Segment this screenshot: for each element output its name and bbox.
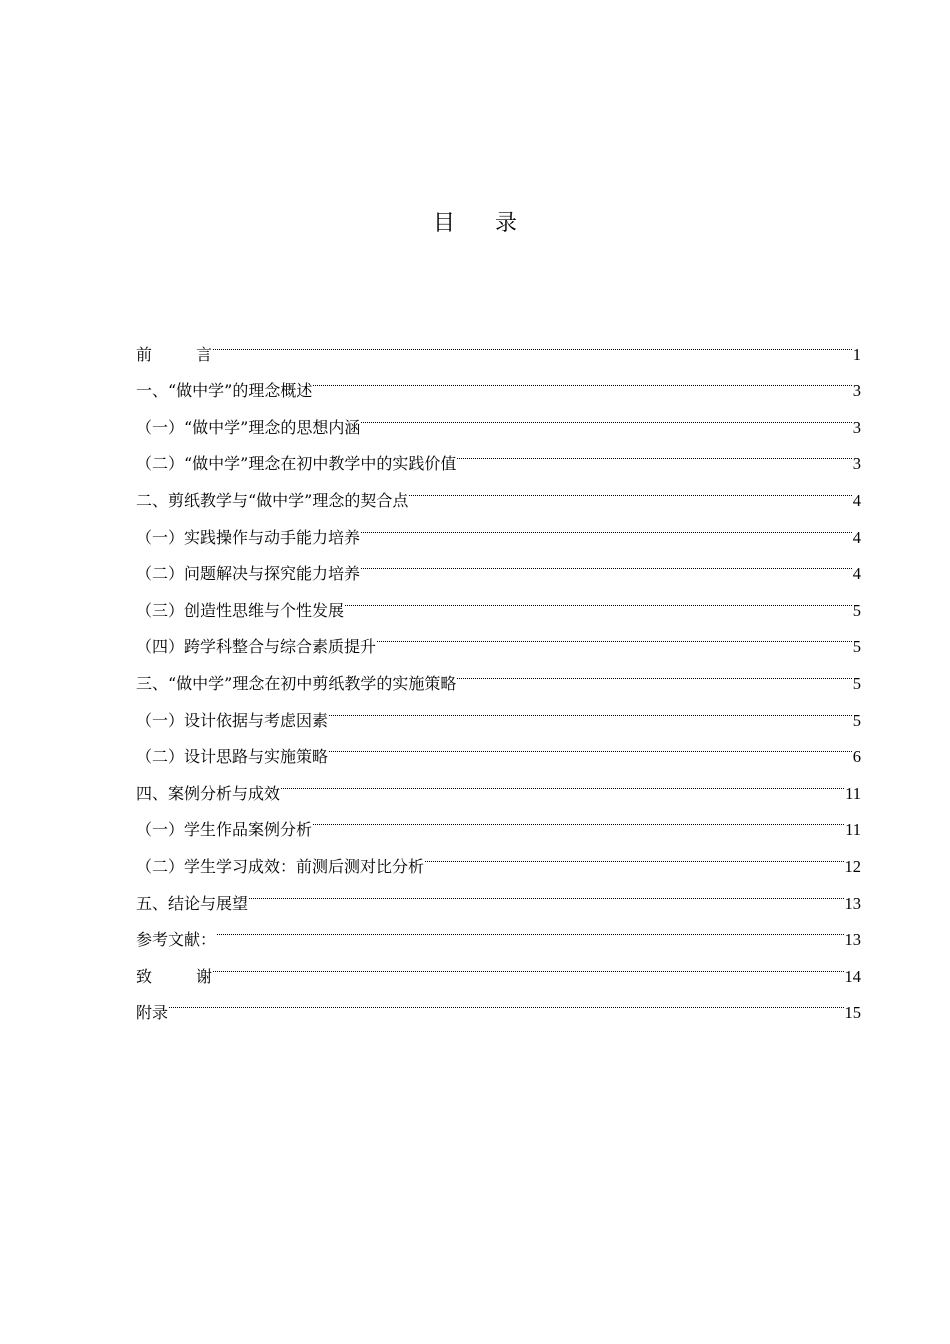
toc-entry-label: 四、案例分析与成效 xyxy=(136,783,281,803)
toc-entry-label: 附录 xyxy=(136,1003,169,1023)
dot-leader xyxy=(169,982,843,1019)
toc-entry-page: 5 xyxy=(852,710,861,730)
toc-entry[interactable] xyxy=(136,909,861,950)
dot-leader xyxy=(457,652,851,689)
toc-entry-label: 五、结论与展望 xyxy=(136,893,249,913)
dot-leader xyxy=(249,872,843,909)
dot-leader xyxy=(329,689,852,726)
toc-entry-page: 1 xyxy=(852,344,861,364)
toc-entry-label: 前 言 xyxy=(136,344,212,364)
dot-leader xyxy=(313,799,844,836)
dot-leader xyxy=(345,579,852,616)
toc-entry-page: 15 xyxy=(844,1003,861,1023)
toc-title-right: 录 xyxy=(495,211,518,236)
toc-entry-label: （四）跨学科整合与综合素质提升 xyxy=(136,637,377,657)
toc-entry-page: 11 xyxy=(845,820,861,840)
toc-entry-page: 11 xyxy=(845,783,861,803)
toc-entry-label: 二、剪纸教学与“做中学”理念的契合点 xyxy=(136,490,409,510)
toc-entry-label: （二）设计思路与实施策略 xyxy=(136,747,329,767)
toc-entry-preface[interactable] xyxy=(136,323,861,364)
toc-entry-page: 5 xyxy=(852,637,861,657)
toc-entry-page: 4 xyxy=(852,564,861,584)
toc-entry-label: （三）创造性思维与个性发展 xyxy=(136,600,345,620)
dot-leader xyxy=(409,469,851,506)
toc-entry-label: （一）设计依据与考虑因素 xyxy=(136,710,329,730)
toc-entry-page: 6 xyxy=(852,747,861,767)
toc-entry-page: 13 xyxy=(844,930,861,950)
dot-leader xyxy=(361,543,852,580)
toc-entry-label: （二）“做中学”理念在初中教学中的实践价值 xyxy=(136,454,457,474)
toc-entry-page: 4 xyxy=(852,490,861,510)
dot-leader xyxy=(361,506,852,543)
toc-entry-label: 致 谢 xyxy=(136,966,212,986)
dot-leader xyxy=(329,726,852,763)
dot-leader xyxy=(313,360,851,397)
toc-entry-page: 3 xyxy=(852,454,861,474)
dot-leader xyxy=(425,835,843,872)
dot-leader xyxy=(361,396,851,433)
toc-entry-page: 4 xyxy=(852,527,861,547)
toc-entry-label: 三、“做中学”理念在初中剪纸教学的实施策略 xyxy=(136,673,457,693)
dot-leader xyxy=(213,323,852,360)
toc-title-left: 目 xyxy=(432,211,455,236)
toc-entry-label: （二）学生学习成效：前测后测对比分析 xyxy=(136,856,425,876)
dot-leader xyxy=(217,909,843,946)
toc-entry-page: 3 xyxy=(852,381,861,401)
dot-leader xyxy=(377,616,852,653)
toc-entry-label: （一）“做中学”理念的思想内涵 xyxy=(136,417,361,437)
toc-entry[interactable] xyxy=(136,360,861,401)
toc-entry-page: 5 xyxy=(852,600,861,620)
toc-entry-page: 3 xyxy=(852,417,861,437)
dot-leader xyxy=(281,762,844,799)
toc-entry-label: 一、“做中学”的理念概述 xyxy=(136,381,313,401)
dot-leader xyxy=(213,945,844,982)
toc-entry-label: （一）实践操作与动手能力培养 xyxy=(136,527,361,547)
toc-entry-page: 13 xyxy=(844,893,861,913)
toc-entry-acknowledgement[interactable] xyxy=(136,945,861,986)
toc-entry-page: 14 xyxy=(844,966,861,986)
toc-entry-label: （一）学生作品案例分析 xyxy=(136,820,313,840)
toc-title xyxy=(0,208,950,240)
toc-entry-page: 12 xyxy=(844,856,861,876)
toc-entry[interactable] xyxy=(136,982,861,1023)
toc-entry-label: （二）问题解决与探究能力培养 xyxy=(136,564,361,584)
toc-entry-page: 5 xyxy=(852,673,861,693)
dot-leader xyxy=(457,433,851,470)
toc-list xyxy=(136,323,861,1023)
toc-entry-label: 参考文献： xyxy=(136,930,217,950)
